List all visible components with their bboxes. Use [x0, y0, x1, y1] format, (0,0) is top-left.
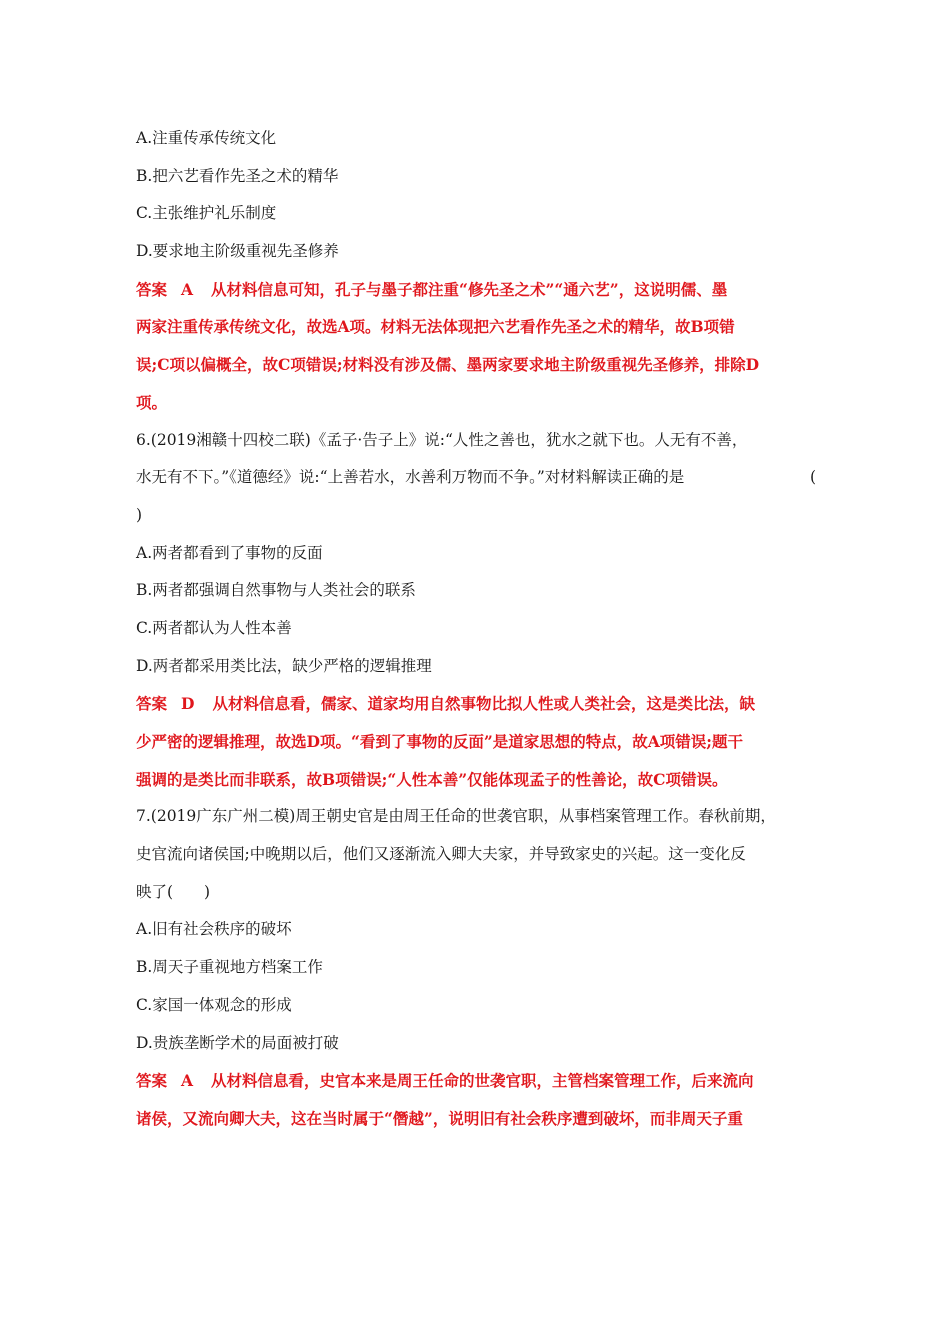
q7-option-c: C.家国一体观念的形成 — [136, 995, 292, 1014]
q7-stem-3: 映了( ) — [136, 882, 211, 901]
q5-option-b: B.把六艺看作先圣之术的精华 — [136, 166, 339, 185]
q7-stem-2: 史官流向诸侯国;中晚期以后，他们又逐渐流入卿大夫家，并导致家史的兴起。这一变化反 — [136, 845, 746, 864]
q6-option-a: A.两者都看到了事物的反面 — [136, 543, 323, 562]
q6-explanation-3: 强调的是类比而非联系，故B项错误;“人性本善”仅能体现孟子的性善论，故C项错误。 — [136, 769, 728, 789]
q7-option-b: B.周天子重视地方档案工作 — [136, 958, 323, 977]
q5-answer-letter: A — [181, 279, 194, 299]
q5-option-a: A.注重传承传统文化 — [136, 129, 277, 147]
q7-explanation-1: 从材料信息看，史官本来是周王任命的世袭官职，主管档案管理工作，后来流向 — [211, 1071, 754, 1091]
q6-stem-2 — [136, 459, 816, 497]
q6-stem-2-text: 水无有不下。”《道德经》说:“上善若水，水善利万物而不争。”对材料解读正确的是 — [136, 468, 685, 487]
q6-option-c: C.两者都认为人性本善 — [136, 618, 292, 637]
q6-answer-tag: 答案 — [136, 694, 168, 714]
q5-explanation-2: 两家注重传承传统文化，故选A项。材料无法体现把六艺看作先圣之术的精华，故B项错 — [136, 317, 735, 337]
q7-answer-tag: 答案 — [136, 1071, 168, 1091]
q5-answer-tag: 答案 — [136, 279, 168, 299]
q6-explanation-1: 从材料信息看，儒家、道家均用自然事物比拟人性或人类社会，这是类比法，缺 — [212, 694, 755, 714]
q5-explanation-3: 误;C项以偏概全，故C项错误;材料没有涉及儒、墨两家要求地主阶级重视先圣修养，排除D — [136, 355, 760, 375]
q7-option-d: D.贵族垄断学术的局面被打破 — [136, 1033, 339, 1052]
q6-stem-1: 6.(2019湘赣十四校二联)《孟子·告子上》说:“人性之善也，犹水之就下也。人无有不善， — [136, 430, 748, 449]
q7-explanation-2: 诸侯，又流向卿大夫，这在当时属于“僭越”，说明旧有社会秩序遭到破坏，而非周天子重 — [136, 1108, 743, 1128]
q5-option-c: C.主张维护礼乐制度 — [136, 204, 277, 223]
q6-option-d: D.两者都采用类比法，缺少严格的逻辑推理 — [136, 656, 432, 675]
document-page — [136, 120, 816, 1138]
q5-option-d: D.要求地主阶级重视先圣修养 — [136, 242, 339, 261]
q6-stem-3: ) — [136, 505, 143, 524]
q7-answer-letter: A — [181, 1071, 194, 1091]
q6-answer-line-1 — [136, 685, 816, 723]
q6-option-b: B.两者都强调自然事物与人类社会的联系 — [136, 581, 416, 600]
q7-option-a: A.旧有社会秩序的破坏 — [136, 920, 292, 939]
q7-stem-1: 7.(2019广东广州二模)周王朝史官是由周王任命的世袭官职，从事档案管理工作。春秋前期， — [136, 807, 776, 826]
q5-explanation-1: 从材料信息可知，孔子与墨子都注重“修先圣之术”“通六艺”，这说明儒、墨 — [211, 279, 728, 299]
q7-answer-line-1 — [136, 1062, 816, 1100]
q5-explanation-4: 项。 — [136, 392, 168, 412]
q6-answer-letter: D — [181, 694, 195, 714]
q6-paren-open: ( — [809, 468, 816, 487]
q6-explanation-2: 少严密的逻辑推理，故选D项。“看到了事物的反面”是道家思想的特点，故A项错误;题干 — [136, 732, 744, 751]
q5-answer-line-1 — [136, 271, 816, 309]
